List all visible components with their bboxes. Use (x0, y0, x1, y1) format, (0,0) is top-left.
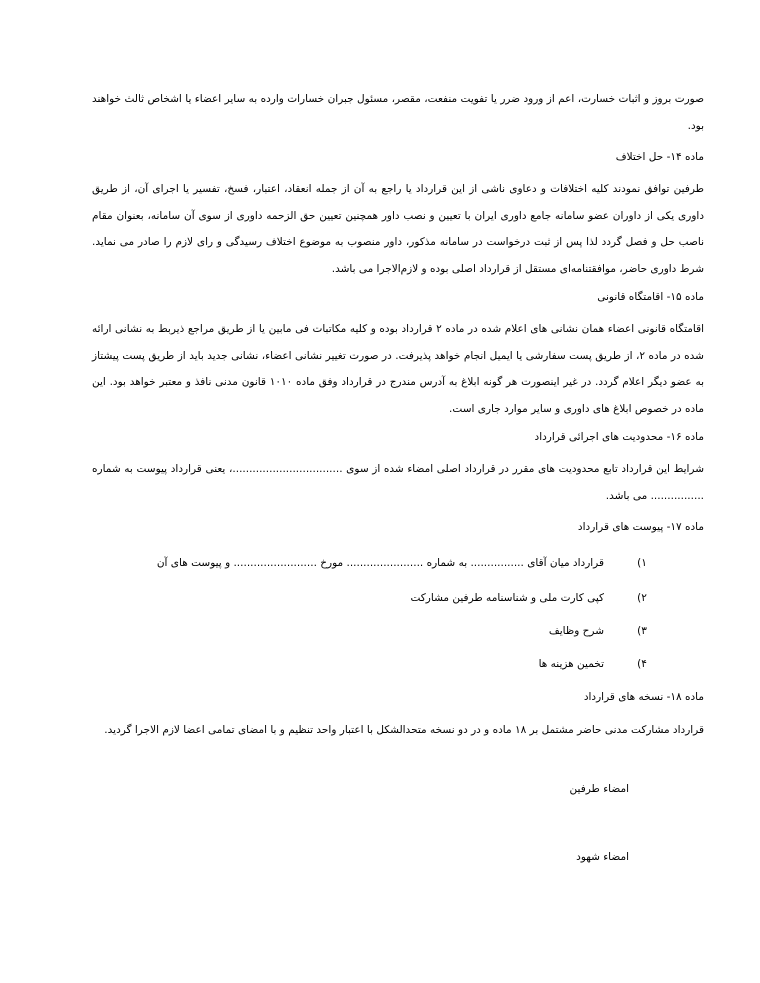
witnesses-signature-label: امضاء شهود (576, 851, 629, 863)
attachment-text: کپی کارت ملی و شناسنامه طرفین مشارکت (410, 592, 604, 604)
article-14-body: طرفین توافق نمودند کلیه اختلافات و دعاوی ناشی از این قرارداد یا راجع به آن از جمله انعقاد، اعتبار، فسخ، تفسیر یا اجرای آن، از طریق داوری یکی از داوران عضو سامانه جامع داوری ایران با تعیین و نصب داور همچنین تعیین حق الزحمه داوری از سوی آن سامانه، بعنوان مقام ناصب حل و فصل گردد لذا پس از ثبت درخواست در سامانه مذکور، داور منصوب به موضوع اختلاف رسیدگی و رای لازم را صادر می نماید. شرط داوری حاضر، موافقتنامه‌ای مستقل از قرارداد اصلی بوده و لازم‌الاجرا می باشد. (92, 183, 704, 275)
article-17-title: ماده ۱۷- پیوست های قرارداد (577, 521, 704, 533)
attachment-item-3 (92, 622, 672, 640)
attachment-number: ۴) (637, 658, 647, 670)
attachment-number: ۲) (637, 592, 647, 604)
article-14-title: ماده ۱۴- حل اختلاف (615, 151, 704, 163)
attachment-number: ۳) (637, 625, 647, 637)
intro-paragraph: صورت بروز و اثبات خسارت، اعم از ورود ضرر یا تفویت منفعت، مقصر، مسئول جبران خسارات وارده به سایر اعضاء یا اشخاص ثالث خواهند بود. (92, 93, 704, 132)
attachment-item-1 (92, 554, 672, 572)
article-16-body: شرایط این قرارداد تابع محدودیت های مقرر در قرارداد اصلی امضاء شده از سوی .................................، یعنی قرارداد پیوست به شماره ................ می باشد. (92, 463, 704, 502)
article-18-title: ماده ۱۸- نسخه های قرارداد (583, 691, 704, 703)
article-15-title: ماده ۱۵- اقامتگاه قانونی (597, 291, 704, 303)
parties-signature-label: امضاء طرفین (569, 783, 629, 795)
attachment-text: تخمین هزینه ها (538, 658, 604, 670)
article-16-title: ماده ۱۶- محدودیت های اجرائی قرارداد (534, 431, 704, 443)
attachment-item-2 (92, 589, 672, 607)
article-15-body: اقامتگاه قانونی اعضاء همان نشانی های اعلام شده در ماده ۲ قرارداد بوده و کلیه مکاتبات فی مابین یا از طریق مراجع ذیربط به نشانی ارائه شده در ماده ۲، از طریق پست سفارشی یا ایمیل انجام خواهد پذیرفت. در صورت تغییر نشانی اعضاء، نشانی جدید باید از طریق پست پیشتاز به عضو دیگر اعلام گردد. در غیر اینصورت هر گونه ابلاغ به آدرس مندرج در قرارداد وفق ماده ۱۰۱۰ قانون مدنی نافذ و معتبر خواهد بود. این ماده در خصوص ابلاغ های داوری و سایر موارد جاری است. (92, 323, 705, 415)
attachment-text: قرارداد میان آقای ................ به شماره ....................... مورخ ......................... و پیوست های آن (156, 557, 604, 569)
attachment-number: ۱) (637, 557, 647, 569)
article-18-body: قرارداد مشارکت مدنی حاضر مشتمل بر ۱۸ ماده و در دو نسخه متحدالشکل با اعتبار واحد تنظیم و با امضای تمامی اعضا لازم الاجرا گردید. (104, 724, 704, 736)
attachment-item-4 (92, 655, 672, 673)
attachment-text: شرح وظایف (548, 625, 604, 637)
